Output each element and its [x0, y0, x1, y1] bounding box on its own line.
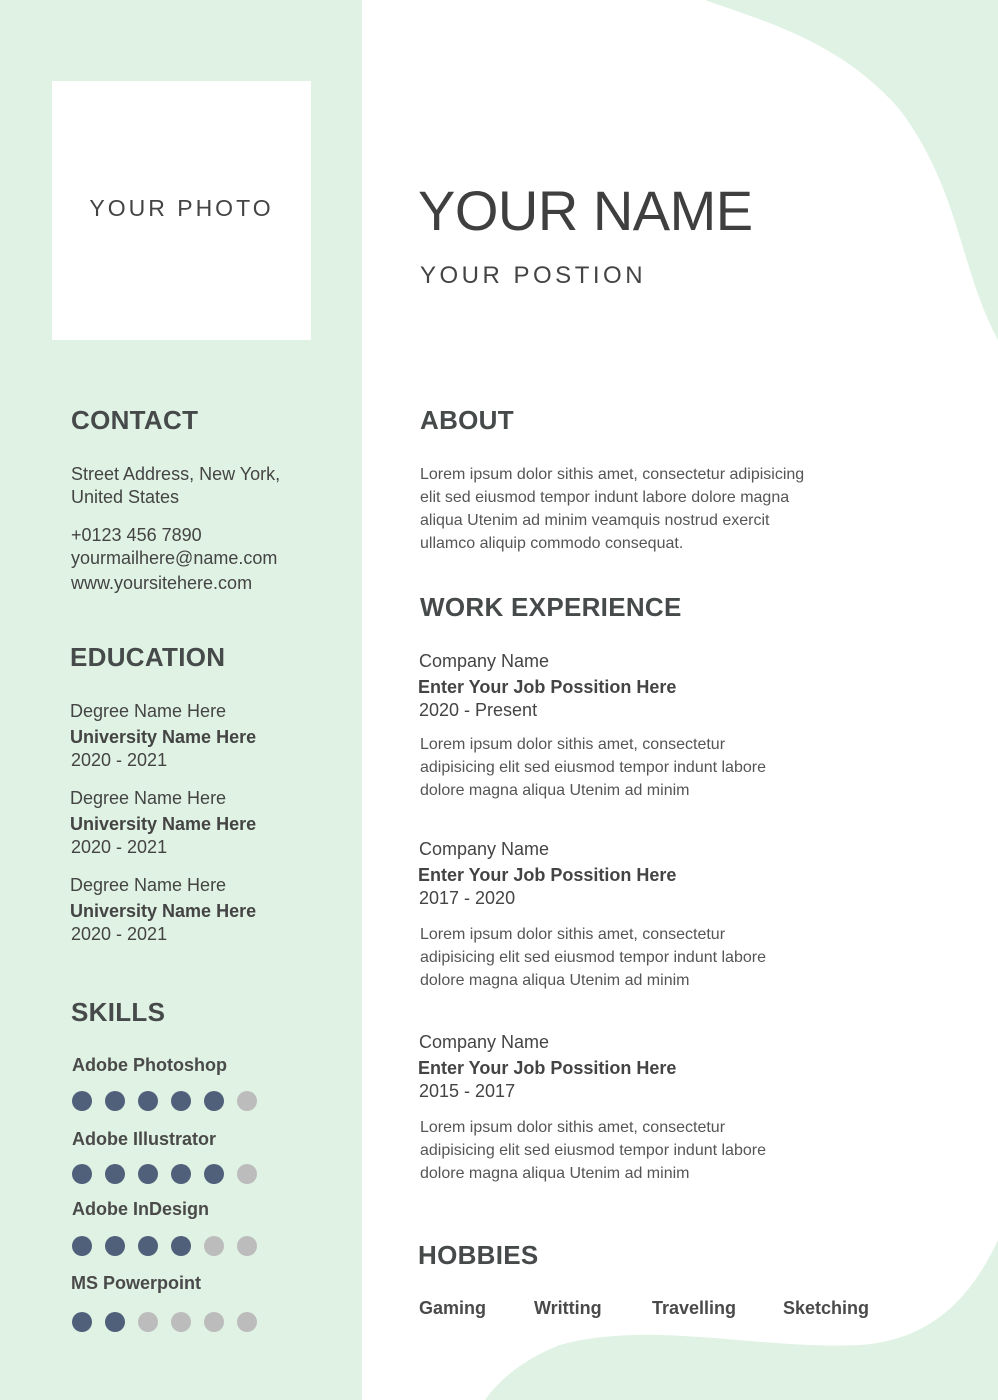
skill-dot-empty — [204, 1236, 224, 1256]
skill-dot-filled — [171, 1236, 191, 1256]
work-description — [420, 733, 766, 802]
skill-dot-empty — [171, 1312, 191, 1332]
work-title: Enter Your Job Possition Here — [418, 677, 677, 697]
contact-address-line1: Street Address, New York, — [71, 464, 281, 484]
work-company: Company Name — [419, 651, 550, 671]
skill-dot-filled — [171, 1091, 191, 1111]
work-company: Company Name — [419, 1032, 550, 1052]
skill-dot-filled — [72, 1236, 92, 1256]
contact-website: www.yoursitehere.com — [71, 573, 253, 593]
work-description-line: Lorem ipsum dolor sithis amet, consectetur — [420, 1119, 726, 1136]
work-years: 2020 - Present — [419, 700, 538, 720]
about-line: aliqua Utenim ad minim veamquis nostrud exercit — [420, 512, 770, 529]
skills-heading: SKILLS — [71, 997, 166, 1027]
skill-dot-filled — [105, 1236, 125, 1256]
skill-dot-empty — [138, 1312, 158, 1332]
photo-placeholder — [52, 81, 311, 340]
work-description-line: dolore magna aliqua Utenim ad minim — [420, 972, 690, 989]
person-position: YOUR POSTION — [420, 262, 647, 289]
work-description-line: adipisicing elit sed eiusmod tempor indunt labore — [420, 1142, 766, 1159]
education-degree: Degree Name Here — [70, 875, 227, 895]
bottom-right-blob — [485, 1240, 998, 1400]
skill-name: Adobe InDesign — [72, 1199, 210, 1219]
work-title: Enter Your Job Possition Here — [418, 1058, 677, 1078]
photo-label: YOUR PHOTO — [89, 195, 274, 221]
about-line: ullamco aliquip commodo consequat. — [420, 535, 684, 552]
hobbies-heading: HOBBIES — [418, 1240, 539, 1270]
hobby-item: Sketching — [783, 1298, 870, 1318]
about-heading: ABOUT — [420, 405, 514, 435]
contact-phone: +0123 456 7890 — [71, 525, 202, 545]
skill-dot-empty — [237, 1164, 257, 1184]
education-degree: Degree Name Here — [70, 788, 227, 808]
work-company: Company Name — [419, 839, 550, 859]
work-description — [420, 1116, 766, 1185]
education-years: 2020 - 2021 — [71, 924, 168, 944]
skill-dot-filled — [138, 1164, 158, 1184]
hobby-item: Travelling — [652, 1298, 737, 1318]
skill-dot-filled — [72, 1312, 92, 1332]
education-university: University Name Here — [70, 901, 257, 921]
work-heading: WORK EXPERIENCE — [420, 592, 682, 622]
about-line: elit sed eiusmod tempor indunt labore dolore magna — [420, 489, 790, 506]
skill-dot-filled — [138, 1091, 158, 1111]
education-university: University Name Here — [70, 814, 257, 834]
skill-dot-filled — [72, 1091, 92, 1111]
skill-dot-filled — [72, 1164, 92, 1184]
education-heading: EDUCATION — [70, 642, 226, 672]
skill-dot-empty — [237, 1091, 257, 1111]
work-description-line: Lorem ipsum dolor sithis amet, consectetur — [420, 736, 726, 753]
about-paragraph — [420, 463, 804, 555]
skill-dot-filled — [204, 1164, 224, 1184]
work-description-line: Lorem ipsum dolor sithis amet, consectetur — [420, 926, 726, 943]
work-title: Enter Your Job Possition Here — [418, 865, 677, 885]
education-degree: Degree Name Here — [70, 701, 227, 721]
work-description — [420, 923, 766, 992]
contact-heading: CONTACT — [71, 405, 199, 435]
skill-dot-filled — [171, 1164, 191, 1184]
work-description-line: dolore magna aliqua Utenim ad minim — [420, 782, 690, 799]
work-description-line: adipisicing elit sed eiusmod tempor indunt labore — [420, 949, 766, 966]
education-years: 2020 - 2021 — [71, 750, 168, 770]
about-line: Lorem ipsum dolor sithis amet, consectetur adipisicing — [420, 466, 805, 483]
hobby-item: Gaming — [419, 1298, 487, 1318]
top-right-blob — [705, 0, 998, 340]
work-description-line: adipisicing elit sed eiusmod tempor indunt labore — [420, 759, 766, 776]
contact-address-line2: United States — [71, 487, 180, 507]
skill-dot-filled — [138, 1236, 158, 1256]
person-name: YOUR NAME — [418, 179, 753, 242]
skill-name: MS Powerpoint — [71, 1273, 201, 1293]
skill-dot-filled — [105, 1091, 125, 1111]
skill-dot-filled — [105, 1164, 125, 1184]
skill-name: Adobe Photoshop — [72, 1055, 227, 1075]
skill-rating — [72, 1312, 257, 1332]
education-years: 2020 - 2021 — [71, 837, 168, 857]
skill-dot-empty — [237, 1312, 257, 1332]
hobby-item: Writting — [534, 1298, 602, 1318]
skill-dot-empty — [204, 1312, 224, 1332]
education-university: University Name Here — [70, 727, 257, 747]
skill-dot-filled — [105, 1312, 125, 1332]
skill-name: Adobe Illustrator — [72, 1129, 217, 1149]
work-description-line: dolore magna aliqua Utenim ad minim — [420, 1165, 690, 1182]
work-years: 2015 - 2017 — [419, 1081, 516, 1101]
skill-dot-empty — [237, 1236, 257, 1256]
skill-dot-filled — [204, 1091, 224, 1111]
contact-email: yourmailhere@name.com — [71, 548, 278, 568]
skill-rating — [72, 1091, 257, 1111]
work-years: 2017 - 2020 — [419, 888, 516, 908]
skill-rating — [72, 1236, 257, 1256]
skill-rating — [72, 1164, 257, 1184]
